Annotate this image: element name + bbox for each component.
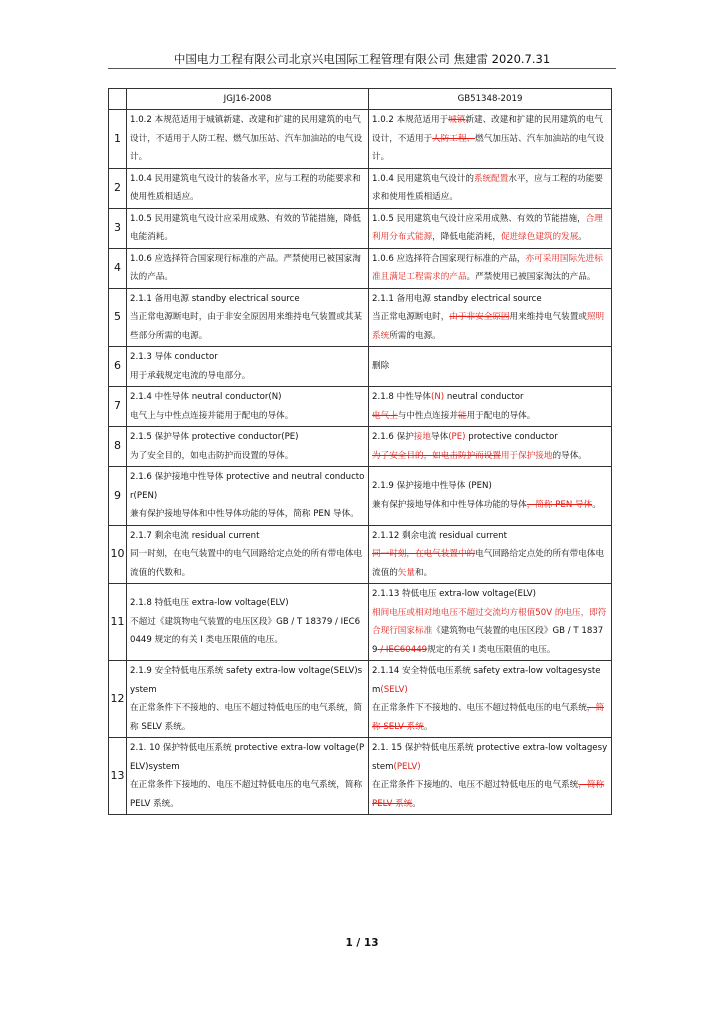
clause-text: 和。 <box>415 567 433 578</box>
clause-text: 《建筑物电气装置的电压区段》GB / T 18379 <box>372 626 604 655</box>
clause-text: 。 <box>592 499 601 510</box>
old-standard-cell <box>127 467 369 526</box>
old-clause-text: 1.0.4 民用建筑电气设计的装备水平，应与工程的功能要求和使用性质相适应。 <box>130 173 361 202</box>
old-clause-text: 不超过《建筑物电气装置的电压区段》GB / T 18379 / IEC60449 规定的有关 I 类电压限值的电压。 <box>130 616 361 646</box>
clause-text: 燃气加压站、汽车加油站的电气设计。 <box>372 133 605 162</box>
table-row <box>109 248 612 288</box>
added-text: (SELV) <box>380 684 408 695</box>
clause-text: 1.0.4 民用建筑电气设计的 <box>372 173 474 184</box>
page-number: 1 / 13 <box>345 937 379 949</box>
new-standard-cell <box>369 525 612 584</box>
old-standard-cell <box>127 248 369 288</box>
table-row <box>109 168 612 208</box>
header-rule <box>108 68 616 69</box>
table-row <box>109 347 612 387</box>
old-clause-text: 2.1. 10 保护特低电压系统 protective extra-low voltage(PELV)system <box>130 743 365 772</box>
table-row <box>109 387 612 427</box>
deleted-text: 电气上 <box>372 410 398 421</box>
header-old-standard: JGJ16-2008 <box>127 89 369 110</box>
new-standard-cell <box>369 347 612 387</box>
comparison-table <box>108 88 612 815</box>
new-standard-cell <box>369 387 612 427</box>
old-clause-text: 1.0.5 民用建筑电气设计应采用成熟、有效的节能措施，降低电能消耗。 <box>130 213 361 242</box>
clause-text: 。严禁使用已被国家淘汰的产品。 <box>466 272 596 282</box>
old-standard-cell <box>127 738 369 815</box>
deleted-text: 能 <box>457 410 467 421</box>
old-clause-text: 为了安全目的，如电击防护而设置的导体。 <box>130 450 294 461</box>
row-number: 3 <box>109 208 127 248</box>
deleted-text: 为了安全目的，如电击防护而设置 <box>372 450 501 461</box>
header-index <box>109 89 127 110</box>
clause-text: 在正常条件下不接地的、电压不超过特低电压的电气系统 <box>372 703 587 713</box>
table-row <box>109 110 612 169</box>
deleted-text: 人防工程、 <box>432 133 476 144</box>
clause-text: neutral conductor <box>444 392 524 402</box>
old-clause-text: 兼有保护接地导体和中性导体功能的导体，简称 PEN 导体。 <box>130 509 359 519</box>
table-header-row <box>109 89 612 110</box>
clause-text: 导体 <box>431 432 449 442</box>
old-clause-text: 2.1.8 特低电压 extra-low voltage(ELV) <box>130 598 289 609</box>
added-text: (PELV) <box>393 761 421 772</box>
new-standard-cell <box>369 288 612 347</box>
old-clause-text: 用于承载规定电流的导电部分。 <box>130 370 251 381</box>
row-number: 6 <box>109 347 127 387</box>
row-number: 8 <box>109 427 127 467</box>
new-standard-cell <box>369 467 612 526</box>
clause-text: 所需的电源。 <box>389 330 441 341</box>
added-text: 合理利用分布式能源 <box>372 213 603 242</box>
row-number: 10 <box>109 525 127 584</box>
clause-text: 。 <box>578 232 587 242</box>
old-clause-text: 2.1.7 剩余电流 residual current <box>130 530 260 541</box>
clause-text: 删除 <box>372 361 390 372</box>
old-clause-text: 2.1.1 备用电源 standby electrical source <box>130 293 300 304</box>
deleted-text: / IEC60449 <box>377 644 428 655</box>
table-row <box>109 525 612 584</box>
clause-text: 。 <box>423 721 433 732</box>
old-standard-cell <box>127 168 369 208</box>
old-standard-cell <box>127 525 369 584</box>
row-number: 4 <box>109 248 127 288</box>
new-standard-cell <box>369 248 612 288</box>
table-row <box>109 661 612 738</box>
deleted-text: 同一时刻，在电气装置中的 <box>372 549 476 559</box>
added-text: 矢量 <box>397 567 415 578</box>
new-standard-cell <box>369 427 612 467</box>
clause-text: 与中性点连接并 <box>397 410 458 421</box>
table-row <box>109 208 612 248</box>
table-row <box>109 584 612 661</box>
clause-text: ，降低电能消耗， <box>432 232 501 242</box>
row-number: 1 <box>109 110 127 169</box>
old-clause-text: 2.1.6 保护接地中性导体 protective and neutral conductor(PEN) <box>130 472 365 501</box>
clause-text: 2.1.14 安全特低电压系统 safety extra-low voltagesystem <box>372 666 601 695</box>
table-row <box>109 427 612 467</box>
row-number: 12 <box>109 661 127 738</box>
clause-text: protective conductor <box>465 432 558 442</box>
clause-text: 2.1.1 备用电源 standby electrical source <box>372 293 542 304</box>
old-standard-cell <box>127 347 369 387</box>
clause-text: 水平，应与工程的功能要求和使用性质相适应。 <box>372 173 603 202</box>
added-text: 亦可采用国际先进标准且满足工程需求的产品 <box>372 253 603 282</box>
old-clause-text: 在正常条件下接地的、电压不超过特低电压的电气系统，简称 PELV 系统。 <box>130 780 363 809</box>
row-number: 5 <box>109 288 127 347</box>
clause-text: 新建、改建和扩建的民用建筑的电气设计，不适用于 <box>372 115 603 144</box>
deleted-text: ，简称 PEN 导体 <box>526 499 593 510</box>
clause-text: 2.1.6 保护 <box>372 432 414 442</box>
added-text: (N) <box>430 392 445 402</box>
clause-text: 2.1.13 特低电压 extra-low voltage(ELV) <box>372 589 537 599</box>
old-clause-text: 1.0.6 应选择符合国家现行标准的产品。严禁使用已被国家淘汰的产品。 <box>130 253 361 282</box>
clause-text: 1.0.6 应选择符合国家现行标准的产品， <box>372 253 526 264</box>
row-number: 11 <box>109 584 127 661</box>
old-standard-cell <box>127 387 369 427</box>
deleted-text: ，简称 SELV 系统 <box>372 703 605 732</box>
row-number: 2 <box>109 168 127 208</box>
old-clause-text: 2.1.4 中性导体 neutral conductor(N) <box>130 392 282 402</box>
added-text: 接地 <box>413 432 431 442</box>
clause-text: 当正常电源断电时， <box>372 312 450 322</box>
table-row <box>109 288 612 347</box>
row-number: 7 <box>109 387 127 427</box>
old-standard-cell <box>127 288 369 347</box>
clause-text: 2.1. 15 保护特低电压系统 protective extra-low voltagesystem <box>372 743 608 772</box>
row-number: 9 <box>109 467 127 526</box>
old-clause-text: 同一时刻，在电气装置中的电气回路给定点处的所有带电体电流值的代数和。 <box>130 549 363 578</box>
new-standard-cell <box>369 584 612 661</box>
clause-text: 电气回路给定点处的所有带电体电流值的 <box>372 549 605 578</box>
table-row <box>109 467 612 526</box>
clause-text: 兼有保护接地导体和中性导体功能的导体 <box>372 499 527 510</box>
old-standard-cell <box>127 208 369 248</box>
clause-text: 规定的有关 I 类电压限值的电压。 <box>427 644 556 655</box>
clause-text: 的导体。 <box>552 450 587 461</box>
old-clause-text: 1.0.2 本规范适用于城镇新建、改建和扩建的民用建筑的电气设计，不适用于人防工程、燃气加压站、汽车加油站的电气设计。 <box>130 115 363 162</box>
clause-text: 2.1.12 剩余电流 residual current <box>372 530 507 541</box>
old-clause-text: 2.1.9 安全特低电压系统 safety extra-low voltage(SELV)system <box>130 666 363 695</box>
added-text: 系统配置 <box>473 173 509 184</box>
deleted-text: 城镇 <box>448 115 466 125</box>
old-clause-text: 2.1.5 保护导体 protective conductor(PE) <box>130 432 299 442</box>
table-row <box>109 738 612 815</box>
old-standard-cell <box>127 584 369 661</box>
page-header: 中国电力工程有限公司北京兴电国际工程管理有限公司 焦建雷 2020.7.31 <box>173 52 551 66</box>
deleted-text: 由于非安全原因 <box>449 312 510 322</box>
new-standard-cell <box>369 661 612 738</box>
clause-text: 1.0.5 民用建筑电气设计应采用成熟、有效的节能措施， <box>372 213 586 224</box>
old-clause-text: 当正常电源断电时，由于非安全原因用来维持电气装置或其某些部分所需的电源。 <box>130 312 363 341</box>
row-number: 13 <box>109 738 127 815</box>
clause-text: 2.1.8 中性导体 <box>372 392 431 402</box>
clause-text: 用于配电的导体。 <box>466 410 536 421</box>
new-standard-cell <box>369 110 612 169</box>
old-standard-cell <box>127 661 369 738</box>
old-standard-cell <box>127 427 369 467</box>
new-standard-cell <box>369 168 612 208</box>
added-text: 促进绿色建筑的发展 <box>500 232 579 242</box>
new-standard-cell <box>369 208 612 248</box>
header-new-standard: GB51348-2019 <box>369 89 612 110</box>
clause-text: 在正常条件下接地的、电压不超过特低电压的电气系统 <box>372 780 579 790</box>
old-clause-text: 在正常条件下不接地的、电压不超过特低电压的电气系统，简称 SELV 系统。 <box>130 703 363 732</box>
added-text: 用于保护接地 <box>500 450 553 461</box>
clause-text: 用来维持电气装置或 <box>509 312 587 322</box>
added-text: (PE) <box>448 432 466 442</box>
old-clause-text: 2.1.3 导体 conductor <box>130 352 218 362</box>
deleted-text: ，简称 PELV 系统 <box>372 780 605 809</box>
new-standard-cell <box>369 738 612 815</box>
clause-text: 。 <box>412 798 421 809</box>
added-text: 照明系统 <box>372 312 605 341</box>
added-text: 相间电压或相对地电压不超过交流均方根值50V 的电压，即符合现行国家标准 <box>372 607 607 636</box>
old-standard-cell <box>127 110 369 169</box>
clause-text: 1.0.2 本规范适用于 <box>372 115 449 125</box>
clause-text: 2.1.9 保护接地中性导体 (PEN) <box>372 481 492 492</box>
old-clause-text: 电气上与中性点连接并能用于配电的导体。 <box>130 410 294 421</box>
